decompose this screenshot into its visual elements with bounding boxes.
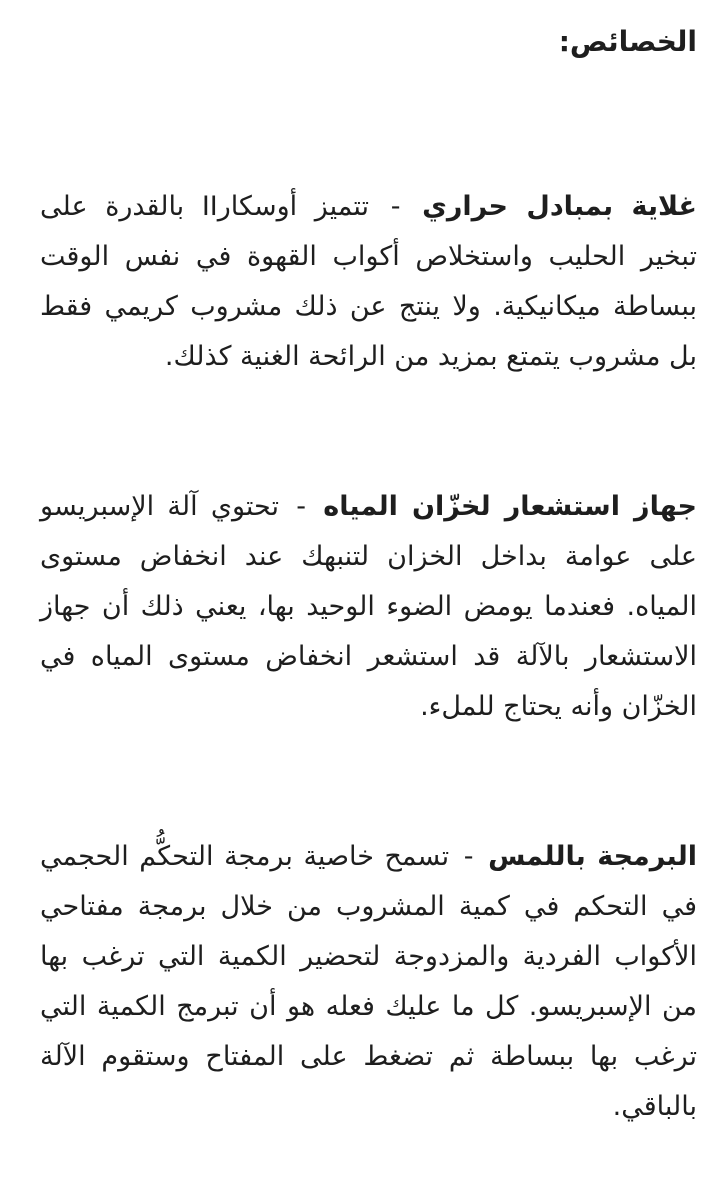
feature-paragraph-water-sensor — [40, 482, 697, 732]
feature-title-water-sensor: جهاز استشعار لخزّان المياه — [323, 491, 697, 522]
feature-separator: - — [296, 491, 307, 522]
feature-body-water-sensor: تحتوي آلة الإسبريسو على عوامة بداخل الخزان لتنبهك عند انخفاض مستوى المياه. فعندما يومض الضوء الوحيد بها، يعني ذلك أن جهاز الاستشعار بالآلة قد استشعر انخفاض مستوى المياه في الخزّان وأنه يحتاج للملء. — [40, 491, 697, 722]
features-heading: الخصائص: — [558, 25, 697, 58]
feature-paragraph-heat-exchanger — [40, 182, 697, 382]
feature-title-touch-programming: البرمجة باللمس — [488, 841, 697, 872]
feature-body-heat-exchanger: تتميز أوسكارII بالقدرة على تبخير الحليب واستخلاص أكواب القهوة في نفس الوقت ببساطة ميكانيكية. ولا ينتج عن ذلك مشروب كريمي فقط بل مشروب يتمتع بمزيد من الرائحة الغنية كذلك. — [40, 191, 697, 372]
feature-separator: - — [463, 841, 474, 872]
feature-paragraph-touch-programming — [40, 832, 697, 1132]
feature-separator: - — [390, 191, 401, 222]
feature-body-touch-programming: تسمح خاصية برمجة التحكُّم الحجمي في التحكم في كمية المشروب من خلال برمجة مفتاحي الأكواب الفردية والمزدوجة لتحضير الكمية التي ترغب بها من الإسبريسو. كل ما عليك فعله هو أن تبرمج الكمية التي ترغب بها ببساطة ثم تضغط على المفتاح وستقوم الآلة بالباقي. — [40, 841, 697, 1122]
feature-title-heat-exchanger: غلاية بمبادل حراري — [422, 191, 697, 222]
